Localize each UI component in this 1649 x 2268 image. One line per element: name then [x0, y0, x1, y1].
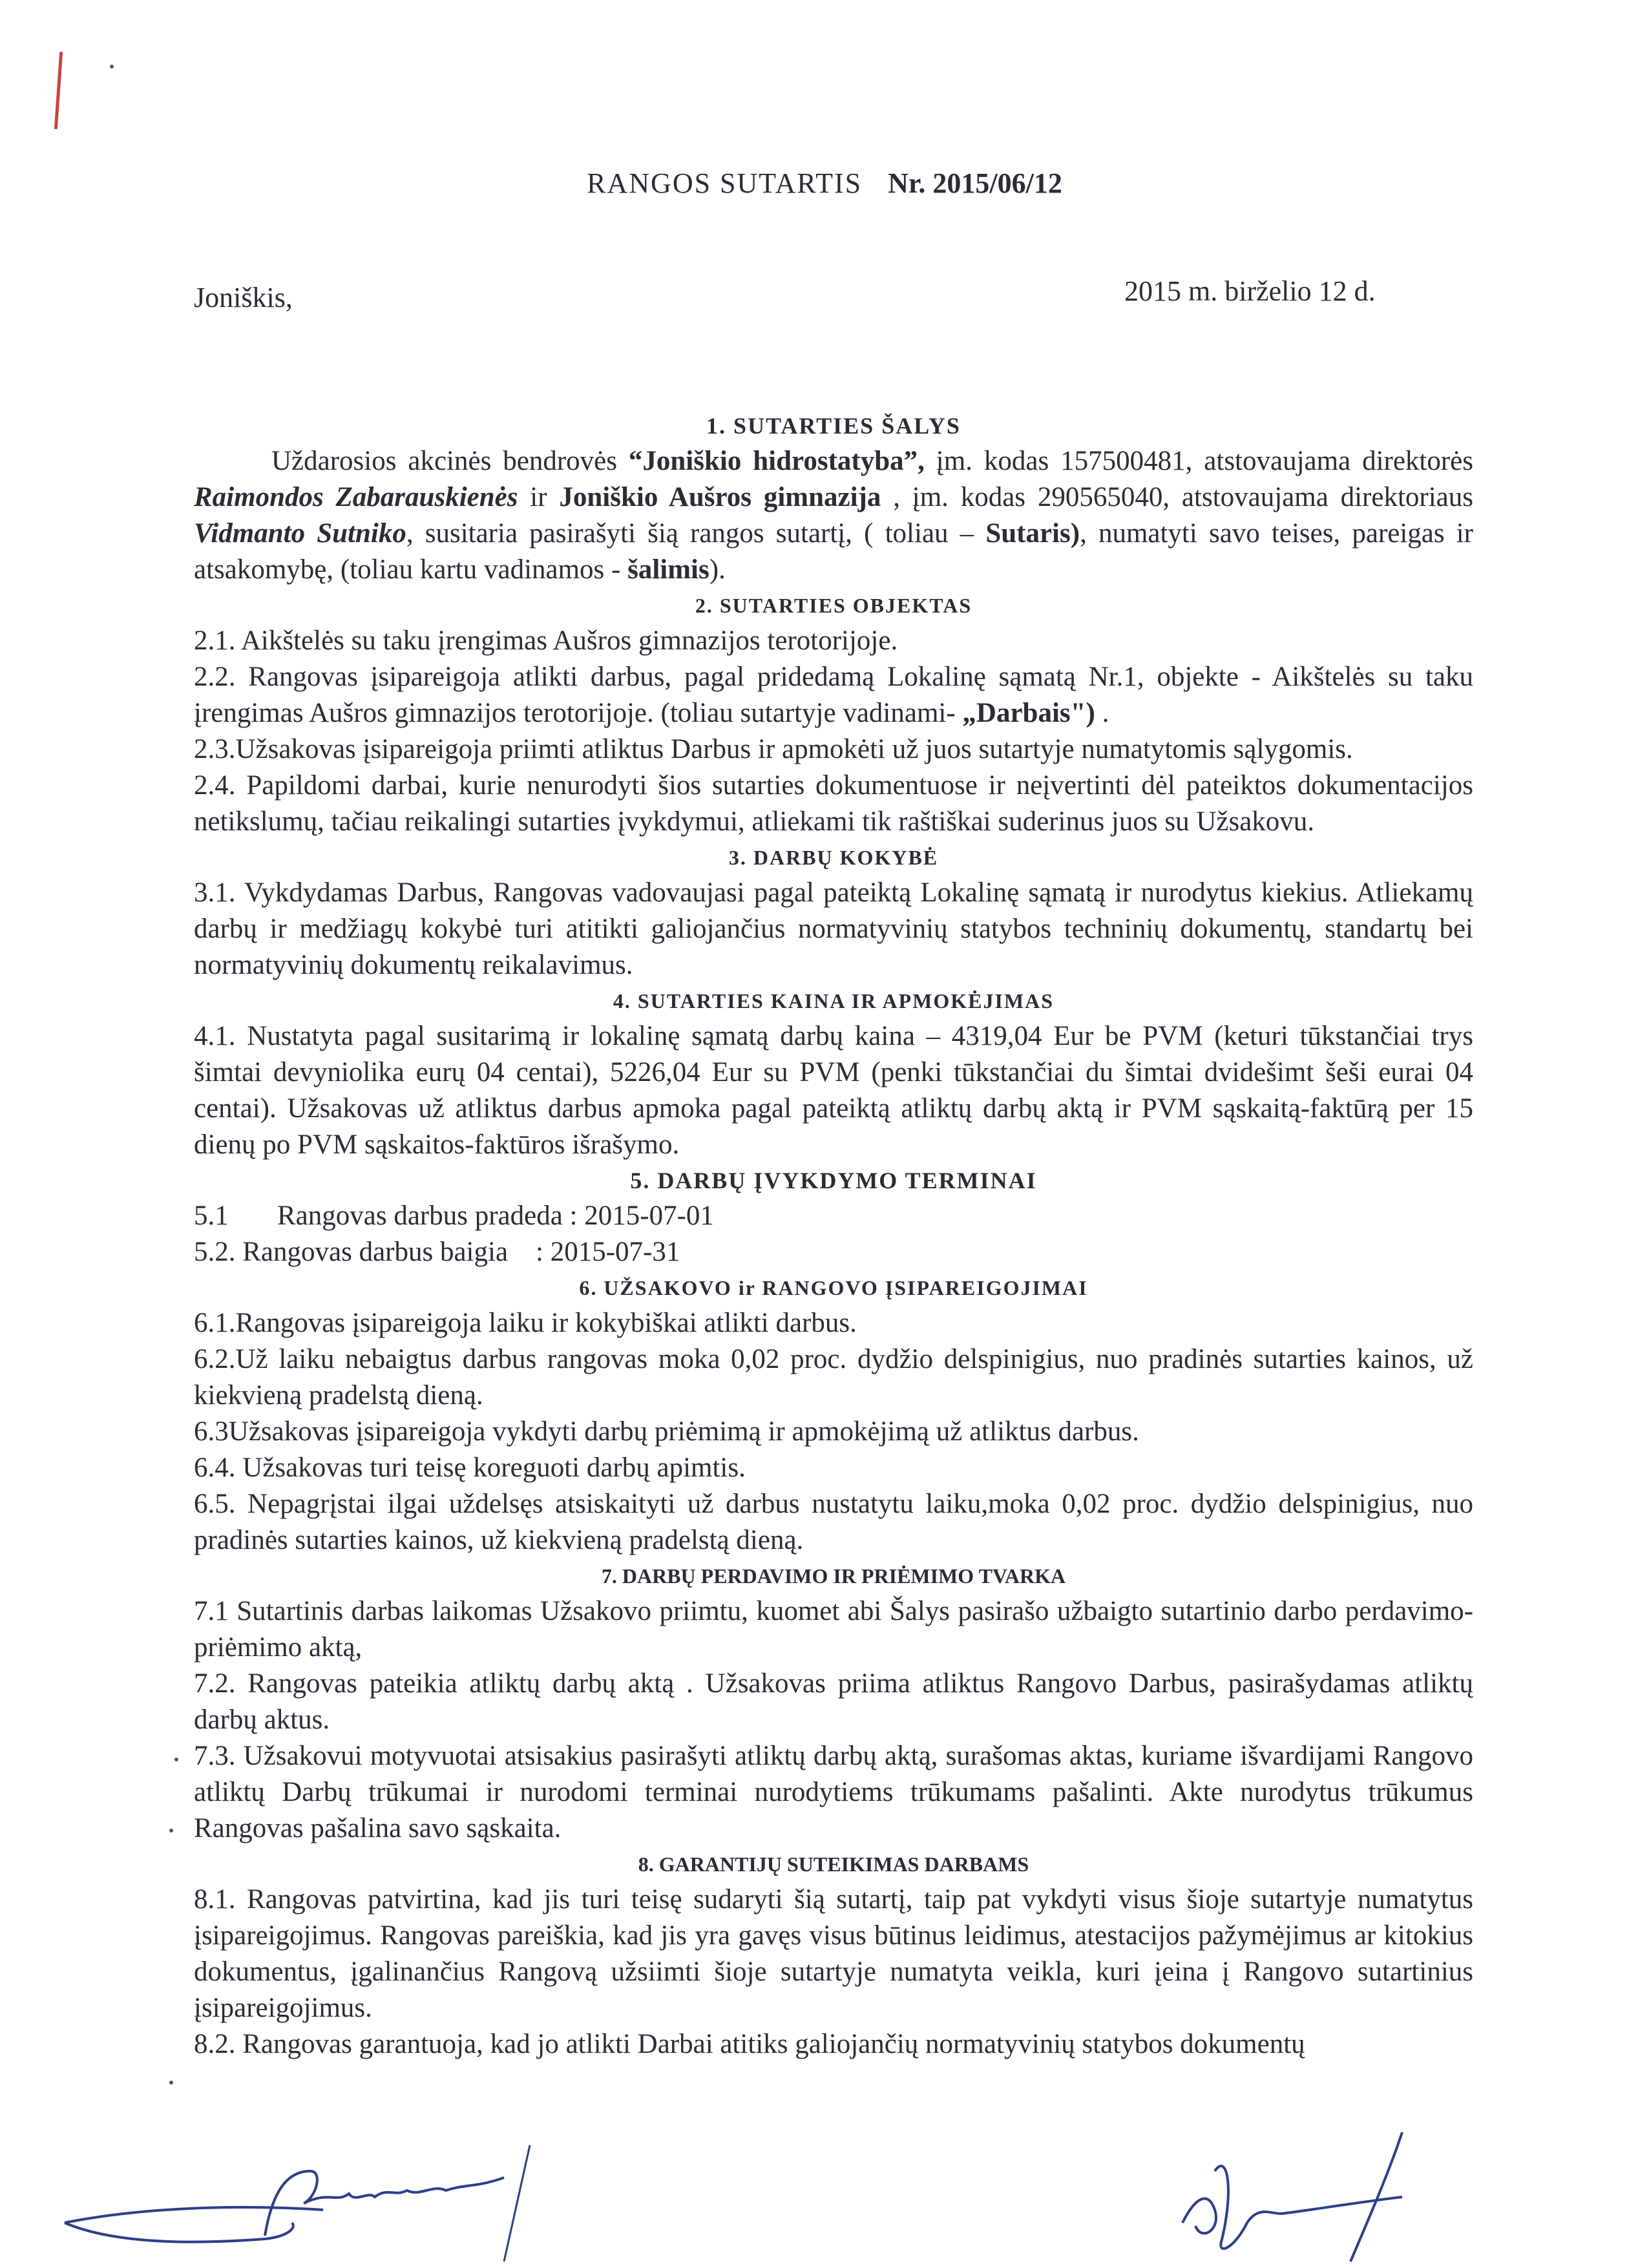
- clause-2-3: 2.3.Užsakovas įsipareigoja priimti atliktus Darbus ir apmokėti už juos sutartyje numatytomis sąlygomis.: [194, 734, 1353, 764]
- text-run: .: [1095, 698, 1109, 728]
- clause-6-5: 6.5. Nepagrįstai ilgai uždelsęs atsiskaityti už darbus nustatytu laiku,moka 0,02 proc. dydžio delspinigius, nuo pradinės sutarties kainos, už kiekvieną pradelstą dieną.: [194, 1489, 1473, 1555]
- section-5-heading: 5. DARBŲ ĮVYKDYMO TERMINAI: [630, 1168, 1037, 1193]
- clause-6-3: 6.3Užsakovas įsipareigoja vykdyti darbų priėmimą ir apmokėjimą už atliktus darbus.: [194, 1416, 1139, 1447]
- place: Joniškis,: [194, 282, 293, 313]
- clause-2-4: 2.4. Papildomi darbai, kurie nenurodyti šios sutarties dokumentuose ir neįvertinti dėl pateiktos dokumentacijos netikslumų, tačiau reikalingi sutarties įvykdymui, atliekami tik raštiškai suderinus juos su Užsakovu.: [194, 770, 1473, 837]
- clause-7-2: 7.2. Rangovas pateikia atliktų darbų aktą . Užsakovas priima atliktus Rangovo Darbus, pasirašydamas atliktų darbų aktus.: [194, 1668, 1473, 1735]
- section-1-heading: 1. SUTARTIES ŠALYS: [706, 413, 961, 439]
- text-run: įm. kodas 157500481, atstovaujama direktorės: [924, 446, 1474, 476]
- school-director-name: Vidmanto Sutniko: [194, 518, 406, 549]
- section-3-heading: 3. DARBŲ KOKYBĖ: [728, 846, 939, 869]
- company-name: “Joniškio hidrostatyba”,: [628, 446, 925, 476]
- term-sutaris: Sutaris): [985, 518, 1080, 549]
- clause-6-1: 6.1.Rangovas įsipareigoja laiku ir kokybiškai atlikti darbus.: [194, 1308, 857, 1338]
- clause-6-4: 6.4. Užsakovas turi teisę koreguoti darbų apimtis.: [194, 1453, 746, 1483]
- margin-pen-mark: [54, 52, 63, 129]
- clause-3-1: 3.1. Vykdydamas Darbus, Rangovas vadovaujasi pagal pateiktą Lokalinę sąmatą ir nurodytus kiekius. Atliekamų darbų ir medžiagų kokybė turi atitikti galiojančius normatyvinių statybos techninių dokumentų, standartų bei normatyvinių dokumentų reikalavimus.: [194, 877, 1473, 980]
- clause-5-2: 5.2. Rangovas darbus baigia : 2015-07-31: [194, 1237, 680, 1267]
- text-run: ir: [518, 482, 560, 512]
- clause-6-2: 6.2.Už laiku nebaigtus darbus rangovas moka 0,02 proc. dydžio delspinigius, nuo pradinės sutarties kainos, už kiekvieną pradelstą dieną.: [194, 1344, 1473, 1411]
- clause-8-2: 8.2. Rangovas garantuoja, kad jo atlikti Darbai atitiks galiojančių normatyvinių statybos dokumentų: [194, 2029, 1305, 2059]
- document-title: [0, 167, 1649, 200]
- speck: [174, 1758, 178, 1761]
- director-name: Raimondos Zabarauskienės: [194, 482, 518, 512]
- section-1-parties: [194, 443, 1473, 588]
- section-7-heading: 7. DARBŲ PERDAVIMO IR PRIĖMIMO TVARKA: [601, 1564, 1066, 1588]
- section-6-heading: 6. UŽSAKOVO ir RANGOVO ĮSIPAREIGOJIMAI: [579, 1276, 1088, 1299]
- school-name: Joniškio Aušros gimnazija: [559, 482, 881, 512]
- title-text: RANGOS SUTARTIS: [587, 167, 863, 199]
- clause-4-1: 4.1. Nustatyta pagal susitarimą ir lokalinę sąmatą darbų kaina – 4319,04 Eur be PVM (keturi tūkstančiai trys šimtai devyniolika eurų 04 centai), 5226,04 Eur su PVM (penki tūkstančiai du šimtai dvidešimt šeši eurai 04 centai). Užsakovas už atliktus darbus apmoka pagal pateiktą atliktų darbų aktą ir PVM sąskaitą-faktūrą per 15 dienų po PVM sąskaitos-faktūros išrašymo.: [194, 1021, 1473, 1160]
- speck: [169, 1829, 173, 1832]
- speck: [169, 2081, 173, 2084]
- text-run: , įm. kodas 290565040, atstovaujama direktoriaus: [881, 482, 1473, 512]
- clause-7-1: 7.1 Sutartinis darbas laikomas Užsakovo priimtu, kuomet abi Šalys pasirašo užbaigto sutartinio darbo perdavimo-priėmimo aktą,: [194, 1596, 1473, 1663]
- clause-5-1: 5.1 Rangovas darbus pradeda : 2015-07-01: [194, 1201, 714, 1231]
- section-4-heading: 4. SUTARTIES KAINA IR APMOKĖJIMAS: [613, 989, 1055, 1013]
- clause-2-1: 2.1. Aikštelės su taku įrengimas Aušros gimnazijos terotorijoje.: [194, 625, 898, 656]
- section-2-heading: 2. SUTARTIES OBJEKTAS: [695, 594, 972, 617]
- clause-7-3: 7.3. Užsakovui motyvuotai atsisakius pasirašyti atliktų darbų aktą, surašomas aktas, kuriame išvardijami Rangovo atliktų Darbų trūkumai ir nurodomi terminai nurodytiems trūkumams pašalinti. Akte nurodytus trūkumus Rangovas pašalina savo sąskaita.: [194, 1741, 1473, 1843]
- contract-body: [194, 408, 1473, 2063]
- text-run: , susitaria pasirašyti šią rangos sutartį, ( toliau –: [406, 518, 986, 549]
- text-run: 2.2. Rangovas įsipareigoja atlikti darbus, pagal pridedamą Lokalinę sąmatą Nr.1, objekte - Aikštelės su taku įrengimas Aušros gimnazijos terotorijoje. (toliau sutartyje vadinami-: [194, 662, 1473, 728]
- term-salimis: šalimis: [627, 554, 709, 585]
- client-signature: [1157, 2100, 1428, 2268]
- text-run: , numatyti savo teises, pareigas ir atsakomybę, (toliau kartu vadinamos -: [194, 518, 1474, 585]
- contract-number: Nr. 2015/06/12: [888, 167, 1062, 199]
- clause-8-1: 8.1. Rangovas patvirtina, kad jis turi teisę sudaryti šią sutartį, taip pat vykdyti visus šioje sutartyje numatytus įsipareigojimus. Rangovas pareiškia, kad jis yra gavęs visus būtinus leidimus, atestacijos pažymėjimus ar kitokius dokumentus, įgalinančius Rangovą užsiimti šioje sutartyje numatyta veikla, kuri įeina į Rangovo sutartinius įsipareigojimus.: [194, 1884, 1473, 2023]
- speck: [110, 65, 114, 68]
- text-run: Uždarosios akcinės bendrovės: [271, 446, 629, 476]
- term-darbais: „Darbais"): [962, 698, 1095, 728]
- contractor-signature: [52, 2132, 633, 2262]
- section-8-heading: 8. GARANTIJŲ SUTEIKIMAS DARBAMS: [638, 1853, 1029, 1876]
- text-run: ).: [709, 554, 726, 585]
- clause-2-2: [194, 659, 1473, 731]
- date: 2015 m. birželio 12 d.: [1124, 275, 1376, 307]
